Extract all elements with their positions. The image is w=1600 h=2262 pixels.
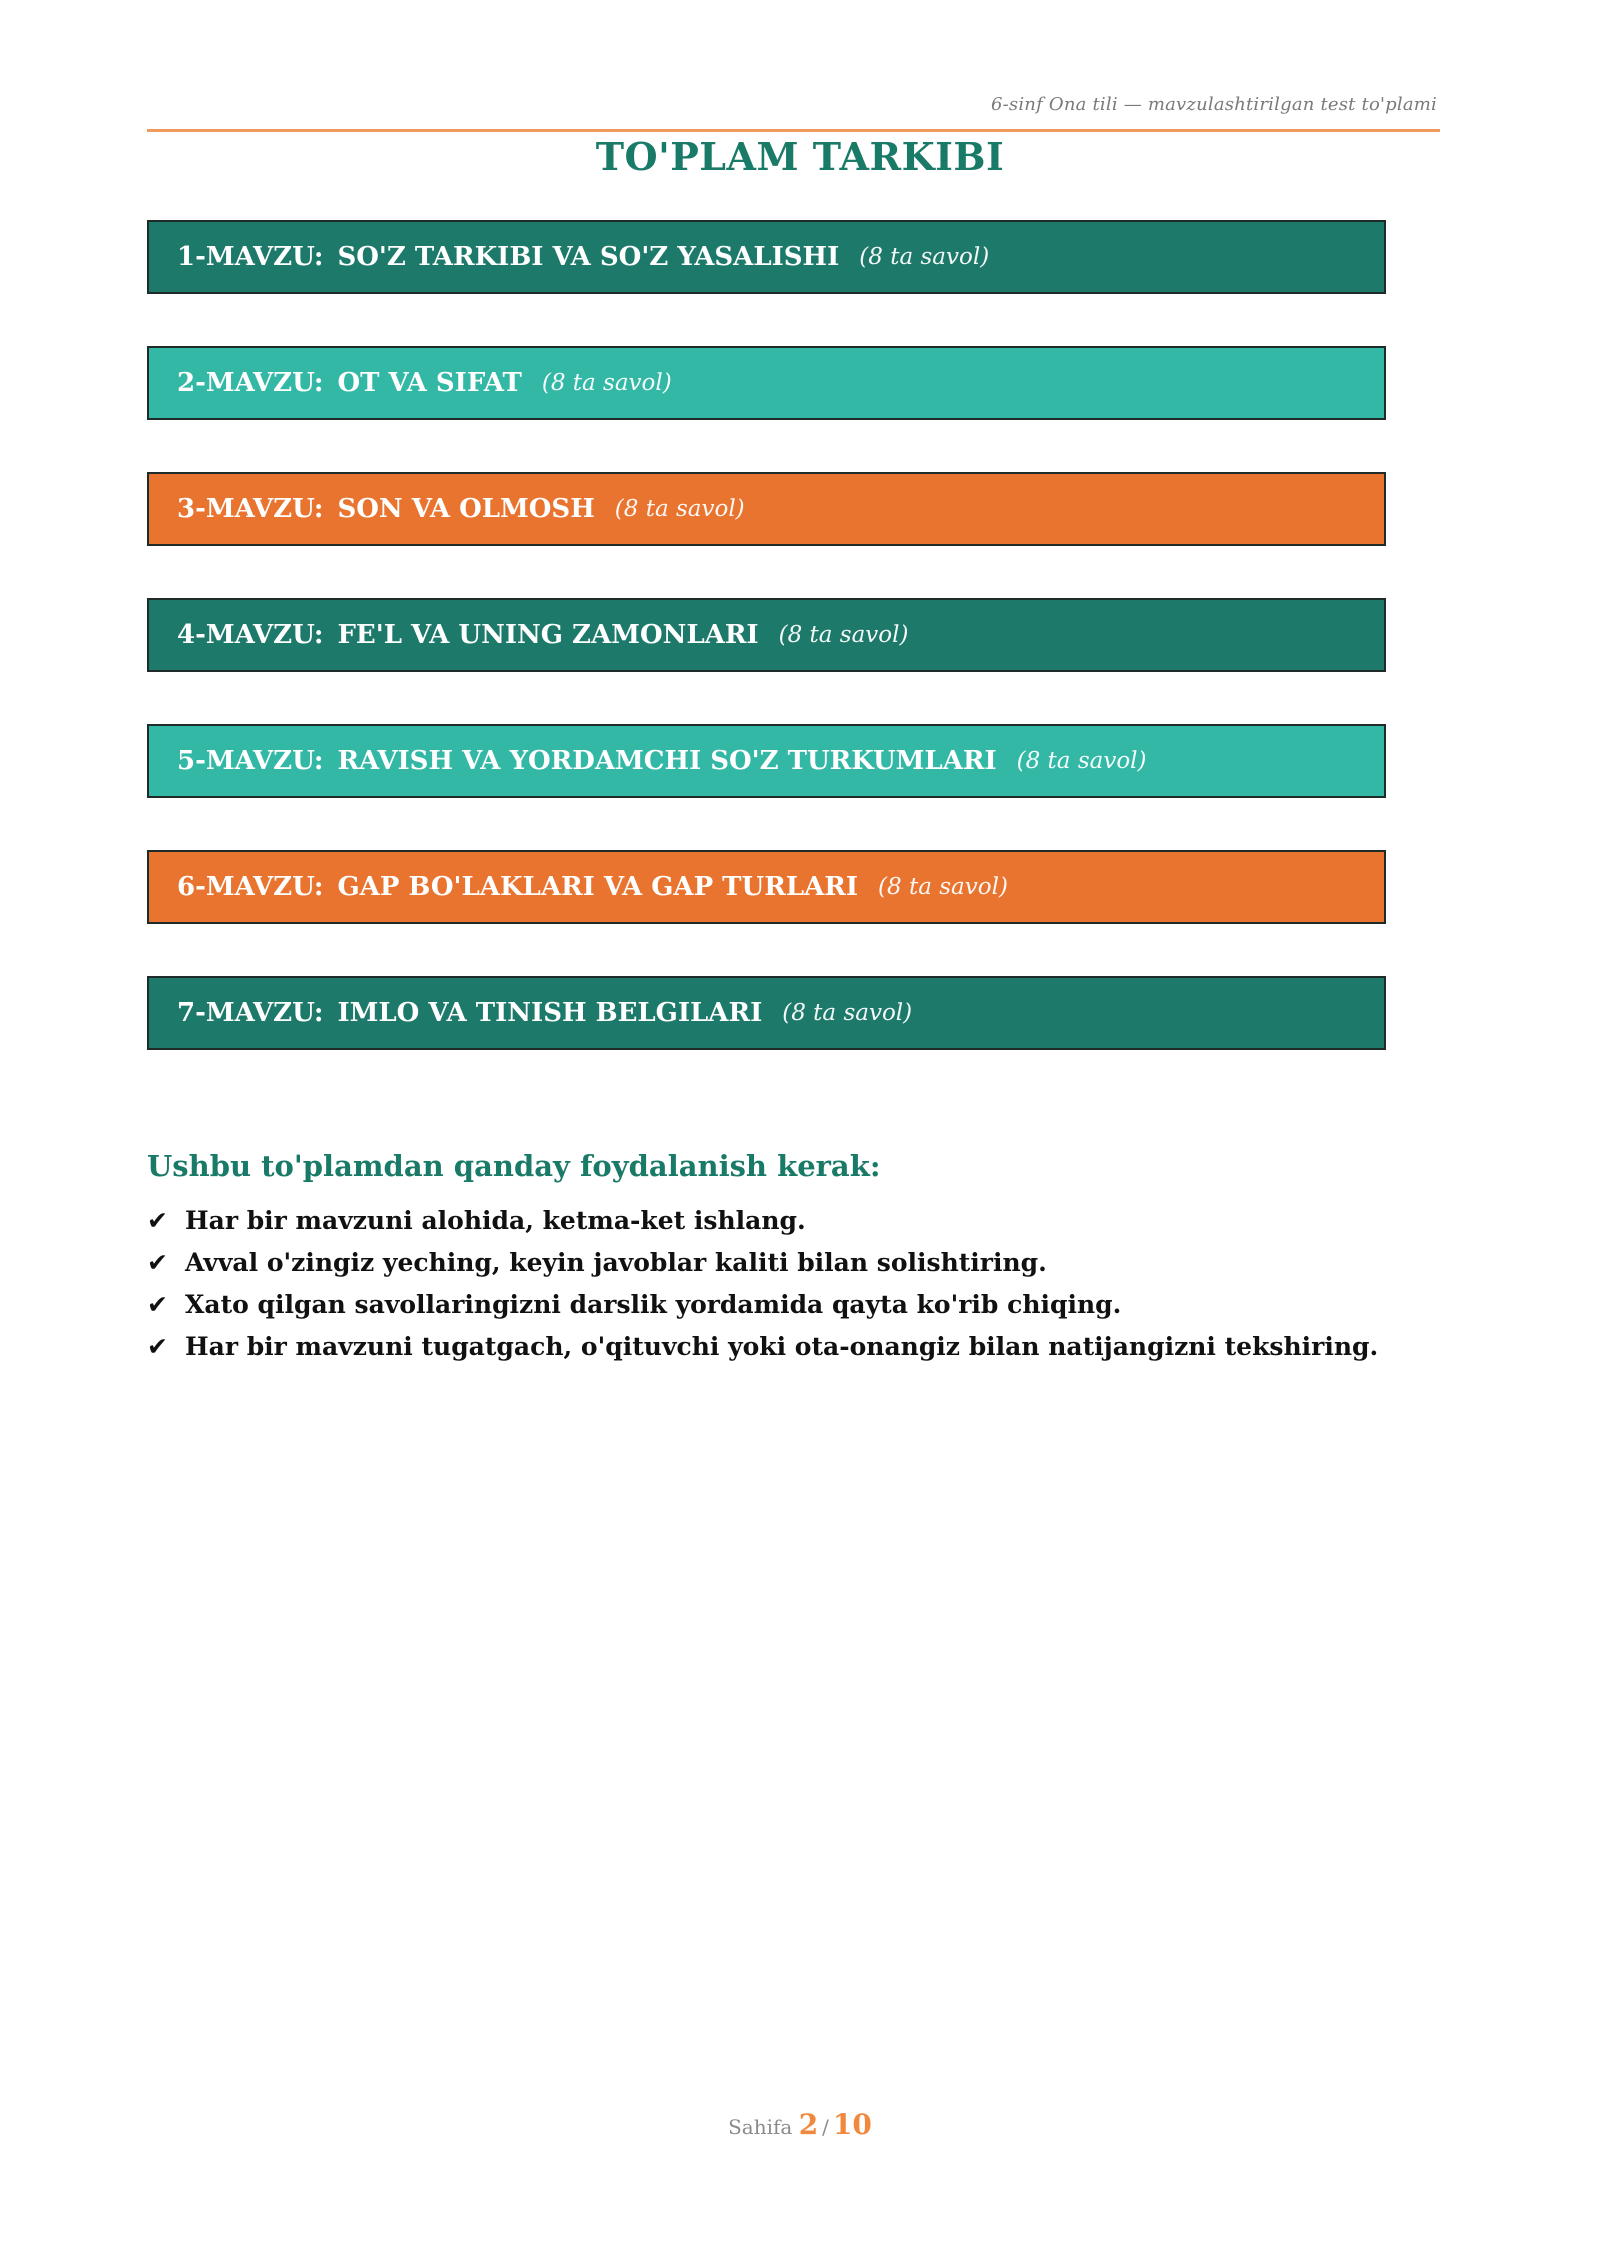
topic-name: OT VA SIFAT [337, 368, 522, 398]
running-header: 6-sinf Ona tili — mavzulashtirilgan test to'plami [990, 94, 1437, 115]
topic-box [147, 850, 1386, 924]
topic-box [147, 724, 1386, 798]
topic-name: IMLO VA TINISH BELGILARI [337, 998, 763, 1028]
usage-guide-heading: Ushbu to'plamdan qanday foydalanish kerak: [147, 1149, 881, 1183]
topic-number: 5-MAVZU: [177, 746, 324, 776]
topic-number: 6-MAVZU: [177, 872, 324, 902]
check-icon: ✔ [147, 1247, 168, 1277]
guide-item [147, 1283, 1378, 1325]
topic-number: 7-MAVZU: [177, 998, 324, 1028]
topic-question-count: (8 ta savol) [541, 370, 672, 396]
topic-name: GAP BO'LAKLARI VA GAP TURLARI [337, 872, 859, 902]
topic-question-count: (8 ta savol) [782, 1000, 913, 1026]
guide-item [147, 1325, 1378, 1367]
check-icon: ✔ [147, 1205, 168, 1235]
topic-name: SON VA OLMOSH [337, 494, 595, 524]
topic-box [147, 472, 1386, 546]
topic-name: FE'L VA UNING ZAMONLARI [337, 620, 759, 650]
header-rule [147, 129, 1440, 132]
guide-item-text: Har bir mavzuni alohida, ketma-ket ishlang. [185, 1205, 806, 1235]
topic-question-count: (8 ta savol) [614, 496, 745, 522]
page-label: Sahifa [728, 2115, 793, 2139]
topic-box [147, 220, 1386, 294]
usage-guide-list [147, 1199, 1378, 1367]
topic-box [147, 346, 1386, 420]
topic-name: SO'Z TARKIBI VA SO'Z YASALISHI [337, 242, 840, 272]
topic-number: 1-MAVZU: [177, 242, 324, 272]
check-icon: ✔ [147, 1331, 168, 1361]
guide-item-text: Avval o'zingiz yeching, keyin javoblar kaliti bilan solishtiring. [185, 1247, 1047, 1277]
topic-name: RAVISH VA YORDAMCHI SO'Z TURKUMLARI [337, 746, 997, 776]
topic-box [147, 598, 1386, 672]
page-title: TO'PLAM TARKIBI [595, 134, 1005, 179]
topic-box [147, 976, 1386, 1050]
topic-number: 3-MAVZU: [177, 494, 324, 524]
page-separator: / [822, 2115, 829, 2139]
guide-item-text: Xato qilgan savollaringizni darslik yordamida qayta ko'rib chiqing. [185, 1289, 1122, 1319]
topic-number: 4-MAVZU: [177, 620, 324, 650]
current-page-number: 2 [798, 2108, 819, 2141]
guide-item-text: Har bir mavzuni tugatgach, o'qituvchi yoki ota-onangiz bilan natijangizni tekshiring. [185, 1331, 1379, 1361]
topic-number: 2-MAVZU: [177, 368, 324, 398]
page-footer [0, 2108, 1600, 2141]
topic-question-count: (8 ta savol) [859, 244, 990, 270]
topic-question-count: (8 ta savol) [878, 874, 1008, 900]
topic-question-count: (8 ta savol) [1016, 748, 1147, 774]
check-icon: ✔ [147, 1289, 168, 1319]
guide-item [147, 1199, 1378, 1241]
total-page-count: 10 [832, 2108, 872, 2141]
guide-item [147, 1241, 1378, 1283]
topic-question-count: (8 ta savol) [778, 622, 909, 648]
